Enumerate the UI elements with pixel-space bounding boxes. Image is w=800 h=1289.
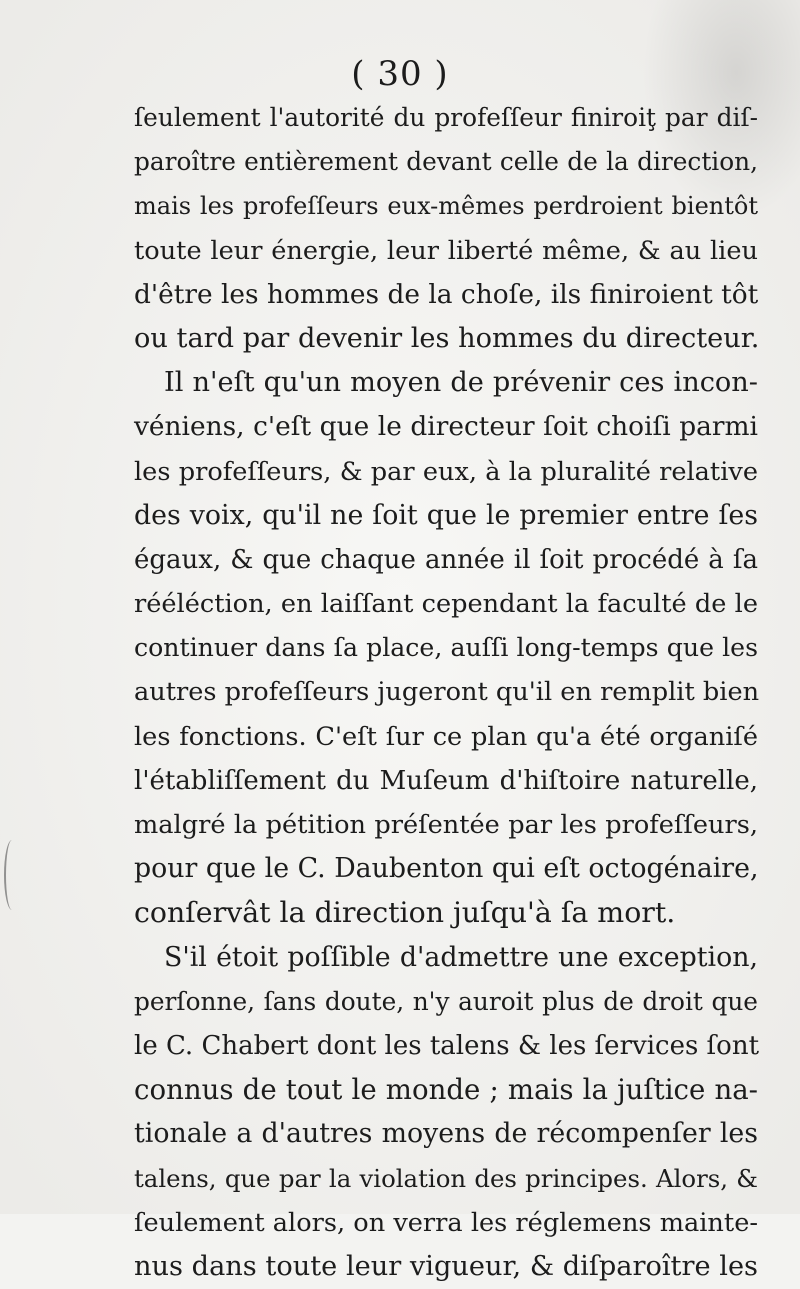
page-edge-shadow bbox=[4, 840, 20, 910]
text-line: ſeulement l'autorité du profeſſeur finiroiţ par diſ- bbox=[134, 103, 758, 132]
text-line: rééléction, en laiſſant cependant la faculté de le bbox=[134, 589, 758, 620]
text-line: Il n'eſt qu'un moyen de prévenir ces incon- bbox=[164, 367, 758, 399]
text-line: véniens, c'eſt que le directeur ſoit choiſi parmi bbox=[134, 411, 758, 443]
text-line: talens, que par la violation des principes. Alors, & bbox=[134, 1163, 758, 1193]
body-text bbox=[134, 96, 758, 1289]
page-number: ( 30 ) bbox=[351, 54, 449, 94]
text-line: l'établiſſement du Muſeum d'hiſtoire naturelle, bbox=[134, 765, 758, 796]
text-line: le C. Chabert dont les talens & les ſervices ſont bbox=[134, 1030, 760, 1061]
text-line: conſervât la direction juſqu'à ſa mort. bbox=[134, 896, 676, 930]
text-line: perſonne, ſans doute, n'y auroit plus de droit que bbox=[134, 986, 758, 1016]
text-line: toute leur énergie, leur liberté même, & au lieu bbox=[134, 235, 758, 266]
text-line: égaux, & que chaque année il ſoit procédé à ſa bbox=[134, 544, 758, 575]
text-line: d'être les hommes de la choſe, ils finiroient tôt bbox=[134, 278, 759, 310]
text-line: connus de tout le monde ; mais la juſtice na- bbox=[134, 1073, 758, 1107]
text-line: des voix, qu'il ne ſoit que le premier entre ſes bbox=[134, 499, 758, 531]
text-line: ſeulement alors, on verra les réglemens mainte- bbox=[134, 1207, 758, 1238]
text-line: S'il étoit poſſible d'admettre une exception, bbox=[164, 941, 758, 973]
text-line: les profeſſeurs, & par eux, à la pluralité relative bbox=[134, 456, 758, 487]
text-line: pour que le C. Daubenton qui eſt octogénaire, bbox=[134, 853, 759, 885]
text-line: continuer dans ſa place, auſſi long-temps que les bbox=[134, 633, 758, 663]
text-line: malgré la pétition préſentée par les profeſſeurs, bbox=[134, 810, 758, 840]
text-line: mais les profeſſeurs eux-mêmes perdroient bientôt bbox=[134, 192, 758, 221]
text-line: autres profeſſeurs jugeront qu'il en remplit bien bbox=[134, 677, 760, 708]
text-line: paroître entièrement devant celle de la direction, bbox=[134, 147, 758, 177]
text-line: nus dans toute leur vigueur, & diſparoître les bbox=[134, 1250, 758, 1282]
text-line: tionale a d'autres moyens de récompenſer les bbox=[134, 1118, 758, 1150]
text-line: les fonctions. C'eſt ſur ce plan qu'a été organiſé bbox=[134, 721, 758, 752]
text-line: ou tard par devenir les hommes du directeur. bbox=[134, 322, 760, 354]
